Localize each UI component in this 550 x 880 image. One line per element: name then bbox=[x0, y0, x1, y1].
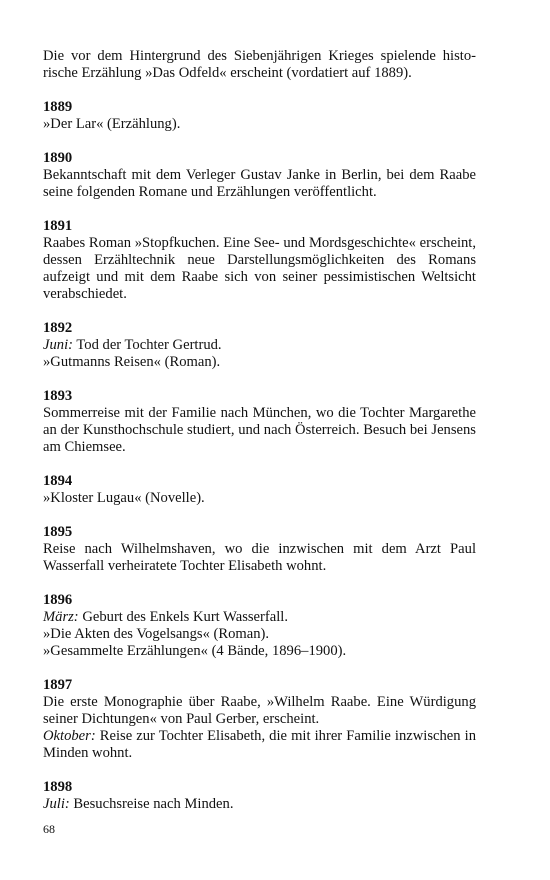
entry-year: 1894 bbox=[43, 473, 73, 489]
entry-text bbox=[43, 116, 476, 133]
entry-body: Reise nach Wilhelmshaven, wo die inzwischen mit dem Arzt Paul Wasserfall verheiratete Tochter Elisabeth wohnt. bbox=[43, 541, 476, 574]
date-label: Oktober: bbox=[43, 728, 96, 744]
date-label: Juni: bbox=[43, 337, 73, 353]
chronology-entry-1895 bbox=[43, 524, 476, 575]
chronology-page bbox=[43, 48, 476, 813]
chronology-entry-1897 bbox=[43, 677, 476, 762]
chronology-entry-1894 bbox=[43, 473, 476, 507]
entry-text bbox=[43, 626, 476, 643]
chronology-entry-1890 bbox=[43, 150, 476, 201]
entry-text bbox=[43, 643, 476, 660]
chronology-entry-1892 bbox=[43, 320, 476, 371]
entry-body: Tod der Tochter Gertrud. bbox=[73, 337, 222, 353]
entry-text bbox=[43, 167, 476, 201]
entry-text bbox=[43, 609, 476, 626]
entry-body: Die erste Monographie über Raabe, »Wilhelm Raabe. Eine Würdigung seiner Dichtungen« von Paul Gerber, erscheint. bbox=[43, 694, 476, 727]
entry-year: 1898 bbox=[43, 779, 73, 795]
entry-body: »Die Akten des Vogelsangs« (Roman). bbox=[43, 626, 270, 642]
date-label: März: bbox=[43, 609, 79, 625]
chronology-entry-1893 bbox=[43, 388, 476, 456]
entry-text bbox=[43, 490, 476, 507]
entry-body: »Gutmanns Reisen« (Roman). bbox=[43, 354, 221, 370]
entry-year: 1893 bbox=[43, 388, 73, 404]
entry-text bbox=[43, 354, 476, 371]
entry-year: 1892 bbox=[43, 320, 73, 336]
entry-body: Raabes Roman »Stopfkuchen. Eine See- und Mordsgeschichte« erscheint, dessen Erzähltechnik neue Darstellungsmöglichkeiten des Romans aufzeigt und mit dem Raabe sich von seiner pessimistischen Weltsicht verabschiedet. bbox=[43, 235, 476, 302]
entry-text bbox=[43, 337, 476, 354]
chronology-entry-1896 bbox=[43, 592, 476, 660]
entry-body: Geburt des Enkels Kurt Wasserfall. bbox=[78, 609, 288, 625]
entry-body: Besuchsreise nach Minden. bbox=[69, 796, 234, 812]
entry-text bbox=[43, 541, 476, 575]
page-number: 68 bbox=[43, 822, 55, 836]
chronology-entry-1898 bbox=[43, 779, 476, 813]
entry-year: 1891 bbox=[43, 218, 73, 234]
date-label: Juli: bbox=[43, 796, 70, 812]
entry-body: Sommerreise mit der Familie nach München, wo die Tochter Margarethe an der Kunsthochschule studiert, und nach Österreich. Besuch bei Jensens am Chiemsee. bbox=[43, 405, 476, 455]
entry-year: 1897 bbox=[43, 677, 73, 693]
entry-body: »Gesammelte Erzählungen« (4 Bände, 1896–1900). bbox=[43, 643, 347, 659]
entry-body: »Der Lar« (Erzählung). bbox=[43, 116, 181, 132]
entry-body: »Kloster Lugau« (Novelle). bbox=[43, 490, 205, 506]
entry-year: 1895 bbox=[43, 524, 73, 540]
entry-year: 1890 bbox=[43, 150, 73, 166]
entry-text bbox=[43, 405, 476, 456]
chronology-entries bbox=[43, 99, 476, 813]
entry-text bbox=[43, 796, 476, 813]
entry-text bbox=[43, 728, 476, 762]
entry-body: Reise zur Tochter Elisabeth, die mit ihrer Familie inzwischen in Minden wohnt. bbox=[43, 728, 476, 761]
chronology-entry-1891 bbox=[43, 218, 476, 303]
entry-body: Bekanntschaft mit dem Verleger Gustav Janke in Berlin, bei dem Raabe seine folgenden Romane und Erzählungen veröffentlicht. bbox=[43, 167, 476, 200]
chronology-entry-1889 bbox=[43, 99, 476, 133]
entry-year: 1889 bbox=[43, 99, 73, 115]
entry-text bbox=[43, 235, 476, 303]
entry-year: 1896 bbox=[43, 592, 73, 608]
entry-text bbox=[43, 694, 476, 728]
intro-paragraph: Die vor dem Hintergrund des Siebenjährigen Krieges spielende historische Erzählung »Das Odfeld« erscheint (vordatiert auf 1889). bbox=[43, 48, 476, 81]
